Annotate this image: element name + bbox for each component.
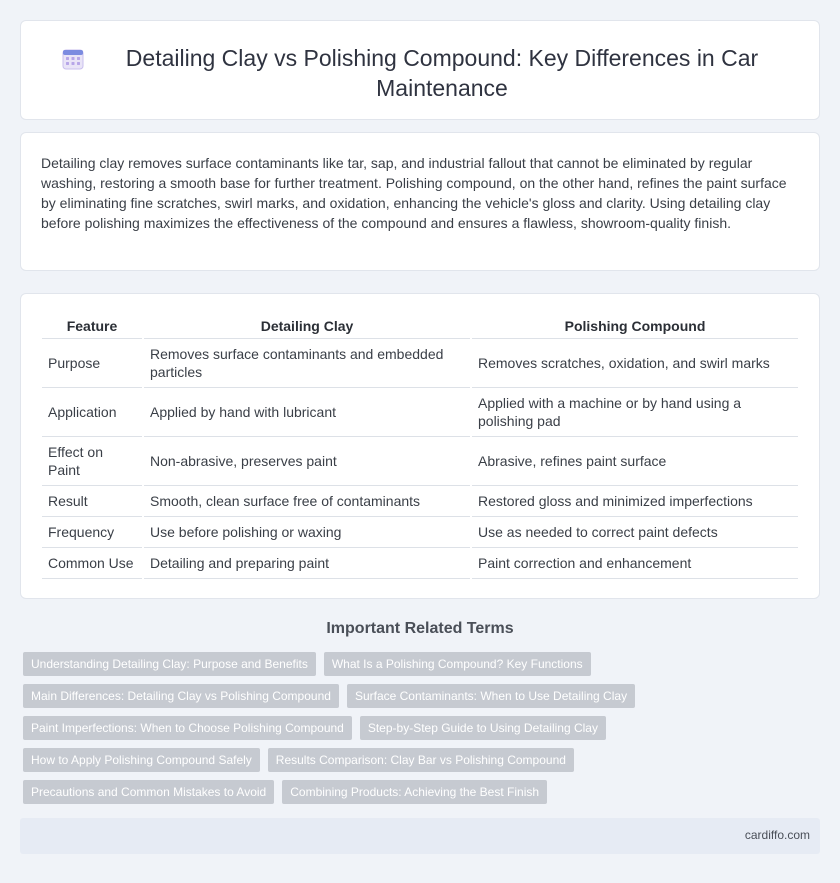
related-term-link[interactable]: How to Apply Polishing Compound Safely: [23, 748, 260, 772]
related-term-link[interactable]: Paint Imperfections: When to Choose Polishing Compound: [23, 716, 352, 740]
related-term-link[interactable]: Precautions and Common Mistakes to Avoid: [23, 780, 274, 804]
row-compound-value: Abrasive, refines paint surface: [471, 436, 798, 485]
row-compound-value: Restored gloss and minimized imperfections: [471, 485, 798, 516]
row-clay-value: Applied by hand with lubricant: [143, 387, 471, 436]
table-row: [42, 387, 798, 436]
row-clay-value: Smooth, clean surface free of contaminants: [143, 485, 471, 516]
comparison-table-card: [20, 293, 820, 599]
table-row: [42, 338, 798, 387]
row-compound-value: Removes scratches, oxidation, and swirl marks: [471, 338, 798, 387]
page-title: Detailing Clay vs Polishing Compound: Key Differences in Car Maintenance: [125, 45, 759, 101]
table-row: [42, 547, 798, 578]
header-card: [20, 20, 820, 120]
related-terms-list: [23, 652, 803, 812]
related-term-link[interactable]: Understanding Detailing Clay: Purpose and Benefits: [23, 652, 316, 676]
row-feature: Purpose: [42, 338, 143, 387]
related-term-link[interactable]: Main Differences: Detailing Clay vs Polishing Compound: [23, 684, 339, 708]
row-clay-value: Non-abrasive, preserves paint: [143, 436, 471, 485]
row-compound-value: Applied with a machine or by hand using a polishing pad: [471, 387, 798, 436]
table-row: [42, 436, 798, 485]
related-term-link[interactable]: Combining Products: Achieving the Best Finish: [282, 780, 547, 804]
calendar-icon: [61, 47, 85, 71]
footer-site-link[interactable]: cardiffo.com: [744, 828, 810, 842]
related-term-link[interactable]: What Is a Polishing Compound? Key Functions: [324, 652, 591, 676]
row-clay-value: Detailing and preparing paint: [143, 547, 471, 578]
related-term-link[interactable]: Surface Contaminants: When to Use Detailing Clay: [347, 684, 635, 708]
related-term-link[interactable]: Step-by-Step Guide to Using Detailing Clay: [360, 716, 606, 740]
intro-paragraph: Detailing clay removes surface contaminants like tar, sap, and industrial fallout that cannot be eliminated by regular washing, restoring a smooth base for further treatment. Polishing compound, on the other hand, refines the paint surface by eliminating fine scratches, swirl marks, and oxidation, enhancing the vehicle's gloss and clarity. Using detailing clay before polishing maximizes the effectiveness of the compound and ensures a flawless, showroom-quality finish.: [41, 155, 787, 231]
row-compound-value: Use as needed to correct paint defects: [471, 516, 798, 547]
header-polishing-compound: Polishing Compound: [471, 314, 798, 338]
header-feature: Feature: [42, 314, 143, 338]
related-terms-heading: Important Related Terms: [326, 620, 514, 637]
row-compound-value: Paint correction and enhancement: [471, 547, 798, 578]
row-feature: Result: [42, 485, 143, 516]
row-clay-value: Use before polishing or waxing: [143, 516, 471, 547]
header-detailing-clay: Detailing Clay: [143, 314, 471, 338]
comparison-table: [42, 314, 798, 579]
table-row: [42, 485, 798, 516]
intro-card: [20, 132, 820, 271]
row-feature: Frequency: [42, 516, 143, 547]
row-feature: Common Use: [42, 547, 143, 578]
footer: [20, 818, 820, 854]
related-term-link[interactable]: Results Comparison: Clay Bar vs Polishing Compound: [268, 748, 574, 772]
row-feature: Application: [42, 387, 143, 436]
row-clay-value: Removes surface contaminants and embedded particles: [143, 338, 471, 387]
table-header-row: [42, 314, 798, 338]
row-feature: Effect on Paint: [42, 436, 143, 485]
table-row: [42, 516, 798, 547]
